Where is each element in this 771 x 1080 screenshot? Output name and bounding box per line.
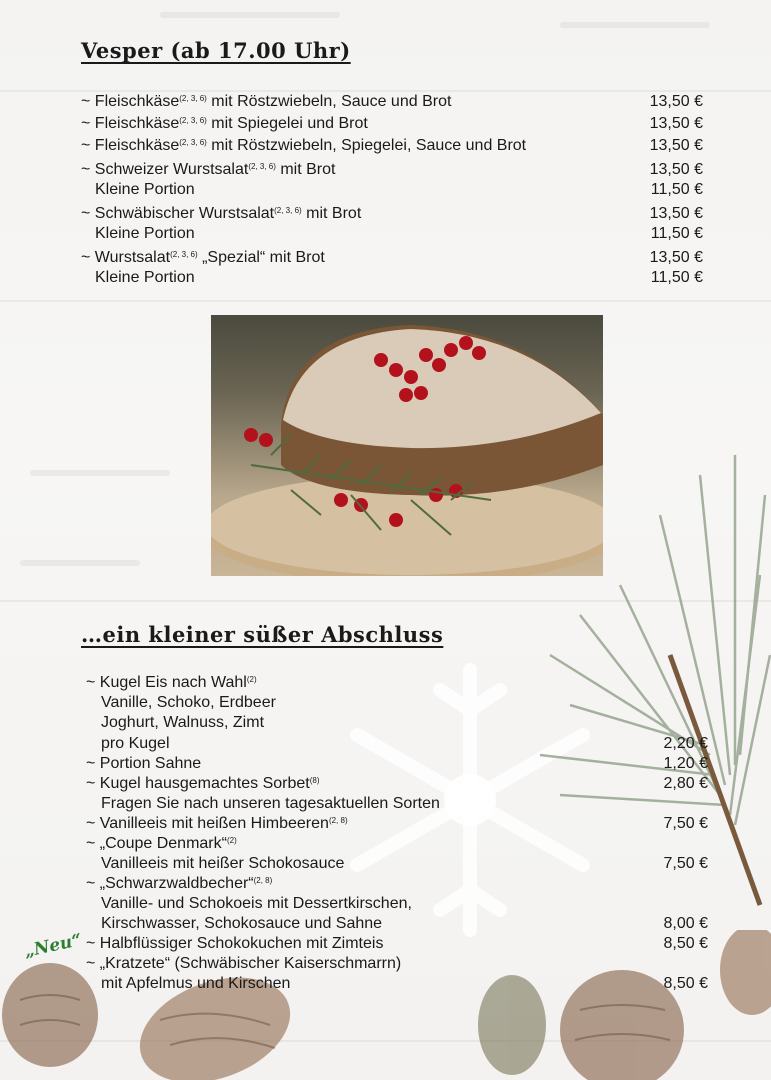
menu-item: ~ „Kratzete“ (Schwäbischer Kaiserschmarrn) <box>86 955 402 972</box>
menu-item: ~ „Coupe Denmark“$^{(2)}$ <box>86 835 237 852</box>
menu-item-desc: Kirschwasser, Schokosauce und Sahne <box>101 915 383 932</box>
menu-item-desc: Joghurt, Walnuss, Zimt <box>101 714 265 731</box>
menu-item-price: 2,20 € <box>663 735 708 752</box>
cake-photo <box>211 315 603 576</box>
section-title-dessert: …ein kleiner süßer Abschluss <box>81 622 444 647</box>
menu-item-price: 2,80 € <box>663 775 708 792</box>
menu-item-desc: Fragen Sie nach unseren tagesaktuellen Sorten <box>101 795 440 812</box>
menu-item: ~ Vanilleeis mit heißen Himbeeren$^{(2, 8)}$ <box>86 815 348 832</box>
menu-item-sub: Kleine Portion <box>95 181 195 198</box>
wood-grain <box>20 560 140 566</box>
menu-item-desc: pro Kugel <box>101 735 170 752</box>
menu-item-sub-price: 11,50 € <box>650 225 703 242</box>
menu-item-price: 8,50 € <box>663 935 708 952</box>
wood-plank-line <box>0 300 771 302</box>
menu-item: ~ „Schwarzwaldbecher“$^{(2, 8)}$ <box>86 875 273 892</box>
wood-grain <box>160 12 340 18</box>
menu-item: ~ Schwäbischer Wurstsalat$^{(2, 3, 6)}$ mit Brot <box>81 205 362 222</box>
bundt-cake-image <box>211 315 603 576</box>
menu-item-price: 13,50 € <box>649 205 703 222</box>
menu-item-price: 7,50 € <box>663 815 708 832</box>
menu-item-price: 7,50 € <box>663 855 708 872</box>
menu-item-sub: Kleine Portion <box>95 269 195 286</box>
menu-item: ~ Fleischkäse$^{(2, 3, 6)}$ mit Röstzwiebeln, Spiegelei, Sauce und Brot <box>81 137 527 154</box>
menu-item: ~ Fleischkäse$^{(2, 3, 6)}$ mit Röstzwiebeln, Sauce und Brot <box>81 93 452 110</box>
menu-item-price: 13,50 € <box>649 137 703 154</box>
menu-item-price: 8,00 € <box>663 915 708 932</box>
wood-grain <box>560 22 710 28</box>
menu-item-desc: Vanilleeis mit heißer Schokosauce <box>101 855 345 872</box>
menu-item: ~ Kugel hausgemachtes Sorbet$^{(8)}$ <box>86 775 320 792</box>
menu-item-sub: Kleine Portion <box>95 225 195 242</box>
new-badge: „Neu“ <box>22 930 84 962</box>
menu-item-desc: Vanille, Schoko, Erdbeer <box>101 694 276 711</box>
menu-item-price: 13,50 € <box>649 93 703 110</box>
menu-item-price: 13,50 € <box>649 161 703 178</box>
menu-item: ~ Halbflüssiger Schokokuchen mit Zimteis <box>86 935 384 952</box>
menu-item-desc: mit Apfelmus und Kirschen <box>101 975 291 992</box>
menu-item: ~ Kugel Eis nach Wahl$^{(2)}$ <box>86 674 257 691</box>
menu-item-price: 13,50 € <box>649 115 703 132</box>
menu-item: ~ Portion Sahne <box>86 755 202 772</box>
menu-item-price: 13,50 € <box>649 249 703 266</box>
menu-item: ~ Schweizer Wurstsalat$^{(2, 3, 6)}$ mit Brot <box>81 161 336 178</box>
menu-item-desc: Vanille- und Schokoeis mit Dessertkirschen, <box>101 895 412 912</box>
menu-item: ~ Fleischkäse$^{(2, 3, 6)}$ mit Spiegelei und Brot <box>81 115 368 132</box>
menu-item: ~ Wurstsalat$^{(2, 3, 6)}$ „Spezial“ mit Brot <box>81 249 325 266</box>
section-title-vesper: Vesper (ab 17.00 Uhr) <box>81 38 351 63</box>
menu-item-sub-price: 11,50 € <box>650 181 703 198</box>
wood-grain <box>30 470 170 476</box>
menu-item-sub-price: 11,50 € <box>650 269 703 286</box>
menu-item-price: 8,50 € <box>663 975 708 992</box>
menu-item-price: 1,20 € <box>663 755 708 772</box>
